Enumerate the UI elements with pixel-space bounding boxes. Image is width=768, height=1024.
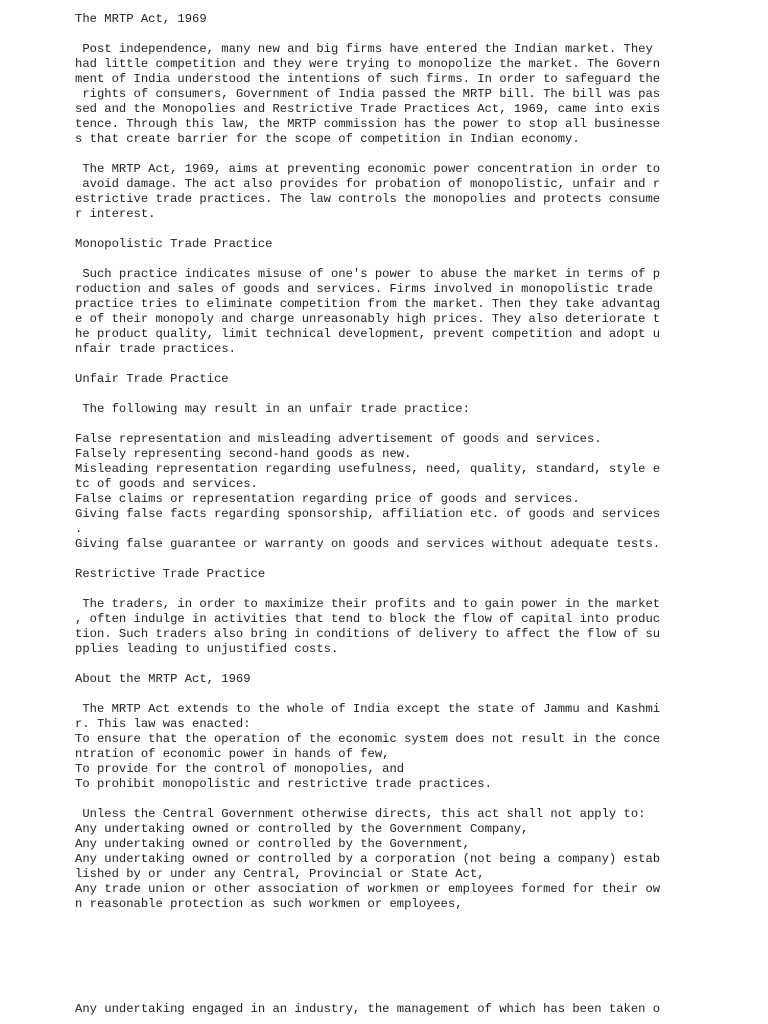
document-page [75, 12, 675, 1017]
text-line: Post independence, many new and big firms have entered the Indian market. They [75, 42, 653, 56]
text-line: The MRTP Act extends to the whole of India except the state of Jammu and Kashmi [75, 702, 661, 716]
list-item: False representation and misleading advertisement of goods and services. [75, 432, 602, 446]
spacer [75, 27, 675, 42]
text-line: Any undertaking owned or controlled by a corporation (not being a company) estab [75, 852, 661, 866]
list-item: Falsely representing second-hand goods as new. [75, 447, 412, 461]
document-title: The MRTP Act, 1969 [75, 12, 207, 26]
text-line: he product quality, limit technical development, prevent competition and adopt u [75, 327, 661, 341]
text-line: s that create barrier for the scope of competition in Indian economy. [75, 132, 580, 146]
text-line: had little competition and they were trying to monopolize the market. The Govern [75, 57, 661, 71]
spacer [75, 792, 675, 807]
list-item: Misleading representation regarding usefulness, need, quality, standard, style e [75, 462, 661, 476]
paragraph-aims [75, 162, 675, 222]
text-line: practice tries to eliminate competition from the market. Then they take advantag [75, 297, 661, 311]
text-line: The MRTP Act, 1969, aims at preventing economic power concentration in order to [75, 162, 661, 176]
paragraph-about [75, 702, 675, 792]
text-line: To ensure that the operation of the economic system does not result in the conce [75, 732, 661, 746]
text-line: r. This law was enacted: [75, 717, 251, 731]
text-line: estrictive trade practices. The law controls the monopolies and protects consume [75, 192, 661, 206]
paragraph-monopolistic [75, 267, 675, 357]
text-line: n reasonable protection as such workmen or employees, [75, 897, 463, 911]
text-line: Any undertaking owned or controlled by the Government Company, [75, 822, 529, 836]
spacer [75, 552, 675, 567]
paragraph-intro [75, 42, 675, 147]
spacer [75, 417, 675, 432]
list-item: Giving false guarantee or warranty on goods and services without adequate tests. [75, 537, 661, 551]
text-line: r interest. [75, 207, 156, 221]
text-line: ntration of economic power in hands of few, [75, 747, 390, 761]
text-line: roduction and sales of goods and services. Firms involved in monopolistic trade [75, 282, 653, 296]
paragraph-restrictive [75, 597, 675, 657]
spacer [75, 387, 675, 402]
text-line: Such practice indicates misuse of one's power to abuse the market in terms of p [75, 267, 661, 281]
text-line: nfair trade practices. [75, 342, 236, 356]
list-item: Giving false facts regarding sponsorship, affiliation etc. of goods and services [75, 507, 661, 521]
heading-restrictive: Restrictive Trade Practice [75, 567, 266, 581]
unfair-practice-list [75, 432, 675, 552]
text-line: sed and the Monopolies and Restrictive Trade Practices Act, 1969, came into exis [75, 102, 661, 116]
spacer [75, 357, 675, 372]
text-line: Unless the Central Government otherwise directs, this act shall not apply to: [75, 807, 646, 821]
list-item: False claims or representation regarding price of goods and services. [75, 492, 580, 506]
list-item: . [75, 522, 83, 536]
page-break-spacer [75, 912, 675, 1002]
text-line: Any undertaking owned or controlled by the Government, [75, 837, 470, 851]
heading-monopolistic: Monopolistic Trade Practice [75, 237, 273, 251]
text-line: ment of India understood the intentions of such firms. In order to safeguard the [75, 72, 661, 86]
text-line: rights of consumers, Government of India passed the MRTP bill. The bill was pas [75, 87, 661, 101]
spacer [75, 687, 675, 702]
list-item: tc of goods and services. [75, 477, 258, 491]
text-line: tence. Through this law, the MRTP commission has the power to stop all businesse [75, 117, 661, 131]
text-line: To prohibit monopolistic and restrictive trade practices. [75, 777, 492, 791]
text-line: Any trade union or other association of workmen or employees formed for their ow [75, 882, 661, 896]
spacer [75, 222, 675, 237]
paragraph-exclusions [75, 807, 675, 912]
text-line: avoid damage. The act also provides for probation of monopolistic, unfair and r [75, 177, 661, 191]
spacer [75, 657, 675, 672]
text-line: lished by or under any Central, Provincial or State Act, [75, 867, 485, 881]
paragraph-unfair-intro: The following may result in an unfair trade practice: [75, 402, 470, 416]
text-line: The traders, in order to maximize their profits and to gain power in the market [75, 597, 661, 611]
text-line: , often indulge in activities that tend to block the flow of capital into produc [75, 612, 661, 626]
text-line: e of their monopoly and charge unreasonably high prices. They also deteriorate t [75, 312, 661, 326]
spacer [75, 582, 675, 597]
spacer [75, 252, 675, 267]
text-line: tion. Such traders also bring in conditions of delivery to affect the flow of su [75, 627, 661, 641]
text-line: pplies leading to unjustified costs. [75, 642, 339, 656]
text-line: To provide for the control of monopolies, and [75, 762, 405, 776]
heading-unfair: Unfair Trade Practice [75, 372, 229, 386]
text-line: Any undertaking engaged in an industry, the management of which has been taken o [75, 1002, 661, 1016]
spacer [75, 147, 675, 162]
heading-about: About the MRTP Act, 1969 [75, 672, 251, 686]
